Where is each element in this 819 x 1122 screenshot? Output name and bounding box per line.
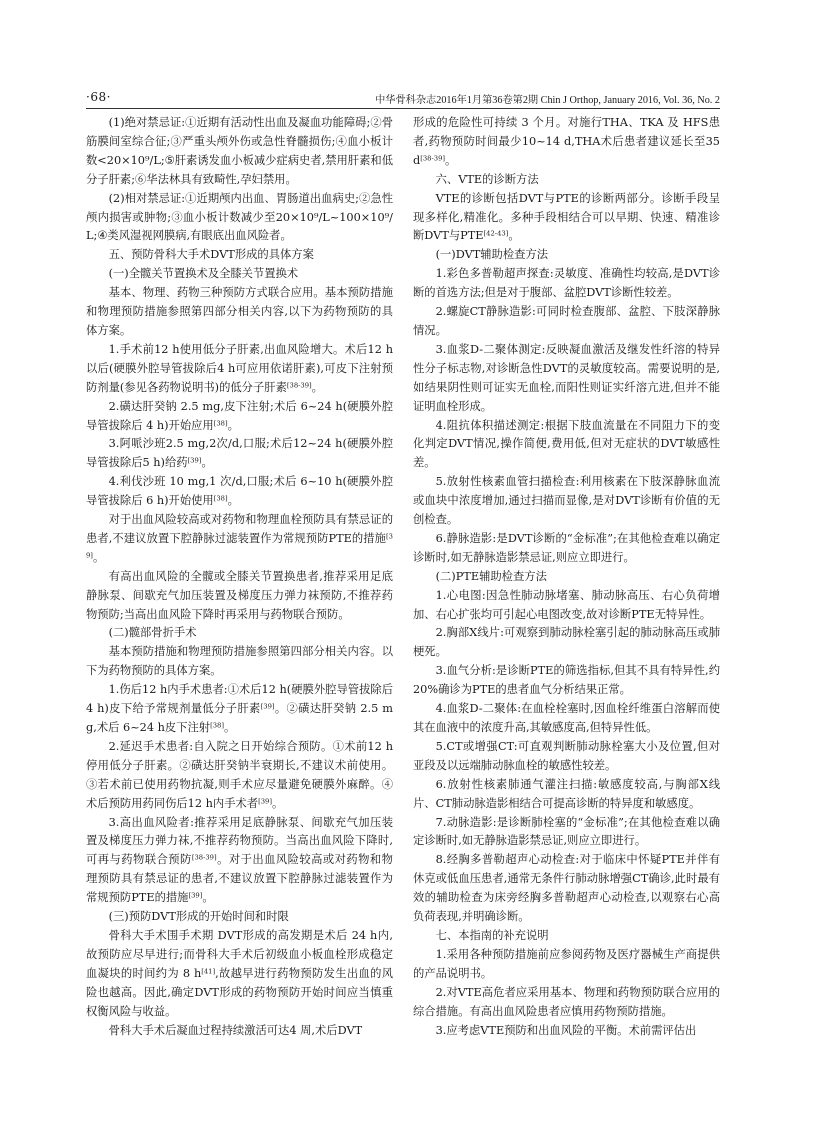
paragraph xyxy=(86,246,393,265)
citation-ref: [38] xyxy=(210,721,224,730)
paragraph xyxy=(86,341,393,398)
paragraph-text: 对于出血风险较高或对药物和物理血栓预防具有禁忌证的患者,不建议放置下腔静脉过滤装置作为常规预防PTE的措施 xyxy=(86,513,393,545)
paragraph xyxy=(86,473,393,511)
paragraph xyxy=(413,851,720,927)
paragraph-text: 七、本指南的补充说明 xyxy=(435,928,549,942)
paragraph-text: (二)PTE辅助检查方法 xyxy=(435,569,547,583)
paragraph xyxy=(86,908,393,927)
paragraph-text: 5.放射性核素血管扫描检查:利用核素在下肢深静脉血流或血块中浓度增加,通过扫描而显像,是对DVT诊断有价值的无创检查。 xyxy=(413,475,720,527)
paragraph-text: 2.对VTE高危者应采用基本、物理和药物预防联合应用的综合措施。有高出血风险患者应慎用药物预防措施。 xyxy=(413,985,720,1018)
paragraph xyxy=(86,190,393,247)
paragraph xyxy=(413,738,720,776)
paragraph-text: 。 xyxy=(227,418,239,432)
paragraph-text: 1.手术前12 h使用低分子肝素,出血风险增大。术后12 h以后(硬膜外腔导管拔除后4 h可应用依诺肝素),可皮下注射预防剂量(参见各药物说明书)的低分子肝素 xyxy=(86,342,393,394)
paragraph-text: (二)髋部骨折手术 xyxy=(108,626,197,640)
paragraph-text: 2.磺达肝癸钠 2.5 mg,皮下注射;术后 6~24 h(硬膜外腔导管拔除后 4 h)开始应用 xyxy=(86,399,393,432)
paragraph-text: 基本、物理、药物三种预防方式联合应用。基本预防措施和物理预防措施参照第四部分相关内容,以下为药物预防的具体方案。 xyxy=(86,286,393,337)
paragraph-text: 。 xyxy=(508,229,520,243)
paragraph-text: 。 xyxy=(311,380,323,394)
paragraph-text: (三)预防DVT形成的开始时间和时限 xyxy=(108,910,289,924)
paragraph-text: (一)DVT辅助检查方法 xyxy=(435,248,549,262)
paragraph xyxy=(413,927,720,946)
citation-ref: [38] xyxy=(213,418,228,427)
paragraph xyxy=(413,246,720,265)
citation-ref: [41] xyxy=(201,967,216,976)
paragraph-text: 4.阻抗体积描述测定:根据下肢血流量在不同阻力下的变化判定DVT情况,操作简便,费用低,但对无症状的DVT敏感性差。 xyxy=(413,418,720,470)
paragraph xyxy=(413,190,720,247)
paragraph-text: 1.伤后12 h内手术患者:①术后12 h(硬膜外腔导管拔除后4 h)皮下给予常规剂量低分子肝素 xyxy=(86,683,393,716)
paragraph-text: (一)全髋关节置换术及全膝关节置换术 xyxy=(108,267,299,281)
citation-ref: [38] xyxy=(213,494,228,503)
paragraph xyxy=(86,568,393,625)
page-number: ·68· xyxy=(86,90,111,104)
paragraph-text: VTE的诊断包括DVT与PTE的诊断两部分。诊断手段呈现多样化,精准化。多种手段相结合可以早期、快速、精准诊断DVT与PTE xyxy=(413,191,720,243)
paragraph xyxy=(86,114,393,190)
paragraph xyxy=(413,171,720,190)
paragraph-text: 3.高出血风险者:推荐采用足底静脉泵、间歇充气加压装置及梯度压力弹力袜,不推荐药物预防。当高出血风险下降时,可再与药物联合预防 xyxy=(86,815,393,867)
paragraph-text: 。 xyxy=(202,891,214,905)
paragraph xyxy=(413,662,720,700)
paragraph-text: 。 xyxy=(227,494,239,508)
paragraph-text: 。对于出血风险较高或对药物和物理预防具有禁忌证的患者,不建议放置下腔静脉过滤装置作为常规预防PTE的措施 xyxy=(86,853,393,905)
paragraph-text: 2.胸部X线片:可观察到肺动脉栓塞引起的肺动脉高压或肺梗死。 xyxy=(413,626,720,659)
paragraph xyxy=(86,814,393,909)
paragraph-text: 3.阿哌沙班2.5 mg,2次/d,口服;术后12~24 h(硬膜外腔导管拔除后5 h)给药 xyxy=(86,437,393,470)
paragraph xyxy=(86,265,393,284)
paragraph xyxy=(413,776,720,814)
citation-ref: [42-43] xyxy=(483,229,509,238)
paragraph-text: 。 xyxy=(272,796,284,810)
paragraph-text: 。 xyxy=(92,550,105,564)
paragraph-text: 五、预防骨科大手术DVT形成的具体方案 xyxy=(108,248,314,262)
left-column xyxy=(86,114,393,1040)
paragraph xyxy=(86,624,393,643)
paragraph xyxy=(413,1022,720,1041)
paragraph-text: 6.放射性核素肺通气灌注扫描:敏感度较高,与胸部X线片、CT肺动脉造影相结合可提高诊断的特异度和敏感度。 xyxy=(413,777,720,810)
paragraph-text: 。 xyxy=(223,721,236,734)
paragraph-text: (2)相对禁忌证:①近期颅内出血、胃肠道出血病史;②急性颅内损害或肿物;③血小板计数减少至20×10⁹/L~100×10⁹/L;④类风湿视网膜病,有眼底出血风险者。 xyxy=(86,191,393,243)
citation-ref: [38-39] xyxy=(191,853,217,862)
citation-ref: [39] xyxy=(188,891,203,900)
paragraph xyxy=(413,624,720,662)
paragraph-text: 5.CT或增强CT:可直观判断肺动脉栓塞大小及位置,但对亚段及以远端肺动脉血栓的敏感性较差。 xyxy=(413,739,720,772)
paragraph xyxy=(413,587,720,625)
paragraph xyxy=(86,284,393,341)
paragraph xyxy=(86,643,393,681)
paragraph xyxy=(413,946,720,984)
paragraph-text: 4.利伐沙班 10 mg,1 次/d,口服;术后 6~10 h(硬膜外腔导管拔除后 6 h)开始使用 xyxy=(86,475,393,508)
paragraph xyxy=(86,1022,393,1041)
page-header xyxy=(86,90,720,106)
paragraph-text: 8.经胸多普勒超声心动检查:对于临床中怀疑PTE并伴有休克或低血压患者,通常无条件行肺动脉增强CT确诊,此时最有效的辅助检查为床旁经胸多普勒超声心动检查,以观察右心高负荷表现,并明确诊断。 xyxy=(413,853,720,924)
citation-ref: [39] xyxy=(86,532,393,560)
citation-ref: [38-39] xyxy=(286,380,312,389)
paragraph-text: 。 xyxy=(445,153,457,167)
paragraph xyxy=(86,435,393,473)
paragraph-text: 骨科大手术后凝血过程持续激活可达4 周,术后DVT xyxy=(108,1023,363,1037)
citation-ref: [38-39] xyxy=(420,154,446,163)
paragraph-text: 1.心电图:因急性肺动脉堵塞、肺动脉高压、右心负荷增加、右心扩张均可引起心电图改变,故对诊断PTE无特异性。 xyxy=(413,588,720,621)
paragraph-text: (1)绝对禁忌证:①近期有活动性出血及凝血功能障碍;②骨筋膜间室综合征;③严重头颅外伤或急性脊髓损伤;④血小板计数<20×10⁹/L;⑤肝素诱发血小板减少症病史者,禁用肝素和低分子肝素;⑥华法林具有致畸性,孕妇禁用。 xyxy=(86,116,393,186)
paragraph xyxy=(413,473,720,530)
paragraph-text: 骨科大手术围手术期 DVT形成的高发期是术后 24 h内,故预防应尽早进行;而骨科大手术后初级血小板血栓形成稳定血凝块的时间约为 8 h xyxy=(86,928,393,980)
header-rule xyxy=(86,108,720,109)
paragraph xyxy=(86,511,393,568)
citation-ref: [39] xyxy=(187,456,202,465)
citation-ref: [39] xyxy=(260,702,275,711)
paragraph xyxy=(413,814,720,852)
journal-reference: 中华骨科杂志2016年1月第36卷第2期 Chin J Orthop, January 2016, Vol. 36, No. 2 xyxy=(375,95,720,106)
paragraph xyxy=(413,984,720,1022)
paragraph xyxy=(413,568,720,587)
paragraph-text: 7.动脉造影:是诊断肺栓塞的“金标准”;在其他检查难以确定诊断时,如无静脉造影禁忌证,则应立即进行。 xyxy=(413,815,720,848)
paragraph-text: 基本预防措施和物理预防措施参照第四部分相关内容。以下为药物预防的具体方案。 xyxy=(86,645,393,678)
paragraph-text: 3.应考虑VTE预防和出血风险的平衡。术前需评估出 xyxy=(435,1023,697,1037)
paragraph-text: ,故越早进行药物预防发生出血的风险也越高。因此,确定DVT形成的药物预防开始时间应当慎重权衡风险与收益。 xyxy=(86,966,393,1018)
paragraph xyxy=(413,303,720,341)
paragraph xyxy=(86,738,393,814)
paragraph-text: 1.彩色多普勒超声探查:灵敏度、准确性均较高,是DVT诊断的首选方法;但是对于腹部、盆腔DVT诊断性较差。 xyxy=(413,267,720,300)
paragraph-text: 六、VTE的诊断方法 xyxy=(435,172,539,186)
paragraph-text: 3.血浆D-二聚体测定:反映凝血激活及继发性纤溶的特异性分子标志物,对诊断急性DVT的灵敏度较高。需要说明的是,如结果阴性则可证实无血栓,而阳性则证实纤溶亢进,但并不能证明血栓形成。 xyxy=(413,342,720,413)
paragraph-text: 有高出血风险的全髋或全膝关节置换患者,推荐采用足底静脉泵、间歇充气加压装置及梯度压力弹力袜预防,不推荐药物预防;当高出血风险下降时再采用与药物联合预防。 xyxy=(86,569,393,621)
paragraph-text: 6.静脉造影:是DVT诊断的“金标准”;在其他检查难以确定诊断时,如无静脉造影禁忌证,则应立即进行。 xyxy=(413,531,720,564)
paragraph-text: 形成的危险性可持续 3 个月。对施行THA、TKA 及 HFS患者,药物预防时间最少10~14 d,THA术后患者建议延长至35 d xyxy=(413,116,720,167)
paragraph xyxy=(413,417,720,474)
paragraph xyxy=(86,681,393,738)
paragraph-text: 。②磺达肝癸钠 2.5 mg,术后 6~24 h皮下注射 xyxy=(86,702,393,734)
paragraph-text: 3.血气分析:是诊断PTE的筛选指标,但其不具有特异性,约20%确诊为PTE的患者血气分析结果正常。 xyxy=(413,664,720,697)
paragraph xyxy=(413,114,720,171)
paragraph-text: 4.血浆D-二聚体:在血栓栓塞时,因血栓纤维蛋白溶解而使其在血液中的浓度升高,其敏感度高,但特异性低。 xyxy=(413,702,720,734)
citation-ref: [39] xyxy=(258,796,272,805)
paragraph xyxy=(86,398,393,436)
paragraph xyxy=(413,341,720,417)
paragraph-text: 1.采用各种预防措施前应参阅药物及医疗器械生产商提供的产品说明书。 xyxy=(413,947,720,980)
paragraph xyxy=(413,265,720,303)
paragraph xyxy=(86,927,393,1022)
paragraph-text: 。 xyxy=(201,456,213,470)
paragraph-text: 2.延迟手术患者:自入院之日开始综合预防。①术前12 h停用低分子肝素。②磺达肝癸钠半衰期长,不建议术前使用。③若术前已使用药物抗凝,则手术应尽量避免硬膜外麻醉。④术后预防用药同伤后12 h内手术者 xyxy=(86,739,393,810)
paragraph xyxy=(413,530,720,568)
paragraph xyxy=(413,700,720,738)
paragraph-text: 2.螺旋CT静脉造影:可同时检查腹部、盆腔、下肢深静脉情况。 xyxy=(413,305,720,337)
right-column xyxy=(413,114,720,1040)
